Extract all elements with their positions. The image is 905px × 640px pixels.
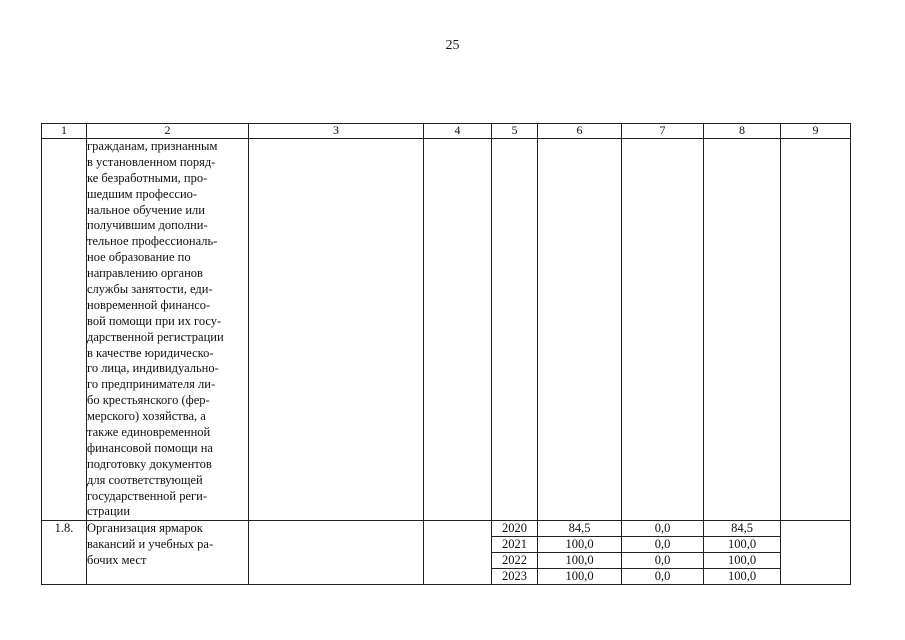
- header-col-8: 8: [704, 124, 781, 139]
- value-col-8: 100,0: [704, 553, 781, 569]
- text-line: гражданам, признанным: [87, 139, 218, 153]
- text-line: тельное профессиональ-: [87, 234, 218, 249]
- continued-text-cell: [87, 139, 249, 521]
- row-cell-3: [249, 521, 424, 585]
- text-line: также единовременной: [87, 425, 211, 440]
- year-cell: 2022: [492, 553, 538, 569]
- continued-row: [42, 139, 851, 521]
- row-1-8-year-1: [42, 521, 851, 537]
- text-line: направлению органов: [87, 266, 203, 281]
- continued-cell-1: [42, 139, 87, 521]
- row-name-line: Организация ярмарок: [87, 521, 203, 536]
- continued-cell-5: [492, 139, 538, 521]
- text-line: для соответствующей: [87, 472, 203, 487]
- value-col-8: 100,0: [704, 569, 781, 585]
- continued-cell-3: [249, 139, 424, 521]
- year-cell: 2020: [492, 521, 538, 537]
- header-col-7: 7: [622, 124, 704, 139]
- text-line: бо крестьянского (фер-: [87, 393, 210, 408]
- row-number: 1.8.: [42, 521, 87, 585]
- row-name-cell: [87, 521, 249, 585]
- value-col-6: 84,5: [538, 521, 622, 537]
- value-col-7: 0,0: [622, 537, 704, 553]
- continued-cell-6: [538, 139, 622, 521]
- text-line: подготовку документов: [87, 456, 212, 471]
- text-line: ное образование по: [87, 250, 191, 265]
- text-line: го лица, индивидуально-: [87, 361, 219, 376]
- row-name-line: вакансий и учебных ра-: [87, 537, 214, 552]
- text-line: страции: [87, 504, 131, 519]
- row-cell-4: [424, 521, 492, 585]
- text-line: вой помощи при их госу-: [87, 313, 222, 328]
- value-col-6: 100,0: [538, 537, 622, 553]
- text-line: новременной финансо-: [87, 297, 211, 312]
- text-line: го предпринимателя ли-: [87, 377, 216, 392]
- header-col-6: 6: [538, 124, 622, 139]
- continued-cell-7: [622, 139, 704, 521]
- header-col-4: 4: [424, 124, 492, 139]
- text-line: дарственной регистрации: [87, 329, 224, 344]
- header-col-3: 3: [249, 124, 424, 139]
- continued-cell-4: [424, 139, 492, 521]
- year-cell: 2023: [492, 569, 538, 585]
- text-line: получившим дополни-: [87, 218, 208, 233]
- value-col-8: 84,5: [704, 521, 781, 537]
- text-line: службы занятости, еди-: [87, 282, 213, 297]
- text-line: государственной реги-: [87, 488, 207, 503]
- continued-cell-9: [781, 139, 851, 521]
- text-line: в установленном поряд-: [87, 154, 216, 169]
- value-col-7: 0,0: [622, 521, 704, 537]
- page-number: 25: [445, 38, 460, 53]
- value-col-6: 100,0: [538, 569, 622, 585]
- header-col-2: 2: [87, 124, 249, 139]
- header-col-5: 5: [492, 124, 538, 139]
- text-line: шедшим профессио-: [87, 186, 198, 201]
- document-table: [41, 123, 851, 585]
- value-col-7: 0,0: [622, 569, 704, 585]
- year-cell: 2021: [492, 537, 538, 553]
- value-col-8: 100,0: [704, 537, 781, 553]
- header-row: [42, 124, 851, 139]
- text-line: нальное обучение или: [87, 202, 205, 217]
- row-cell-9: [781, 521, 851, 585]
- text-line: в качестве юридическо-: [87, 345, 214, 360]
- value-col-6: 100,0: [538, 553, 622, 569]
- header-col-1: 1: [42, 124, 87, 139]
- header-col-9: 9: [781, 124, 851, 139]
- text-line: ке безработными, про-: [87, 170, 208, 185]
- row-name-line: бочих мест: [87, 553, 147, 568]
- text-line: мерского) хозяйства, а: [87, 409, 206, 424]
- value-col-7: 0,0: [622, 553, 704, 569]
- continued-cell-8: [704, 139, 781, 521]
- text-line: финансовой помощи на: [87, 440, 213, 455]
